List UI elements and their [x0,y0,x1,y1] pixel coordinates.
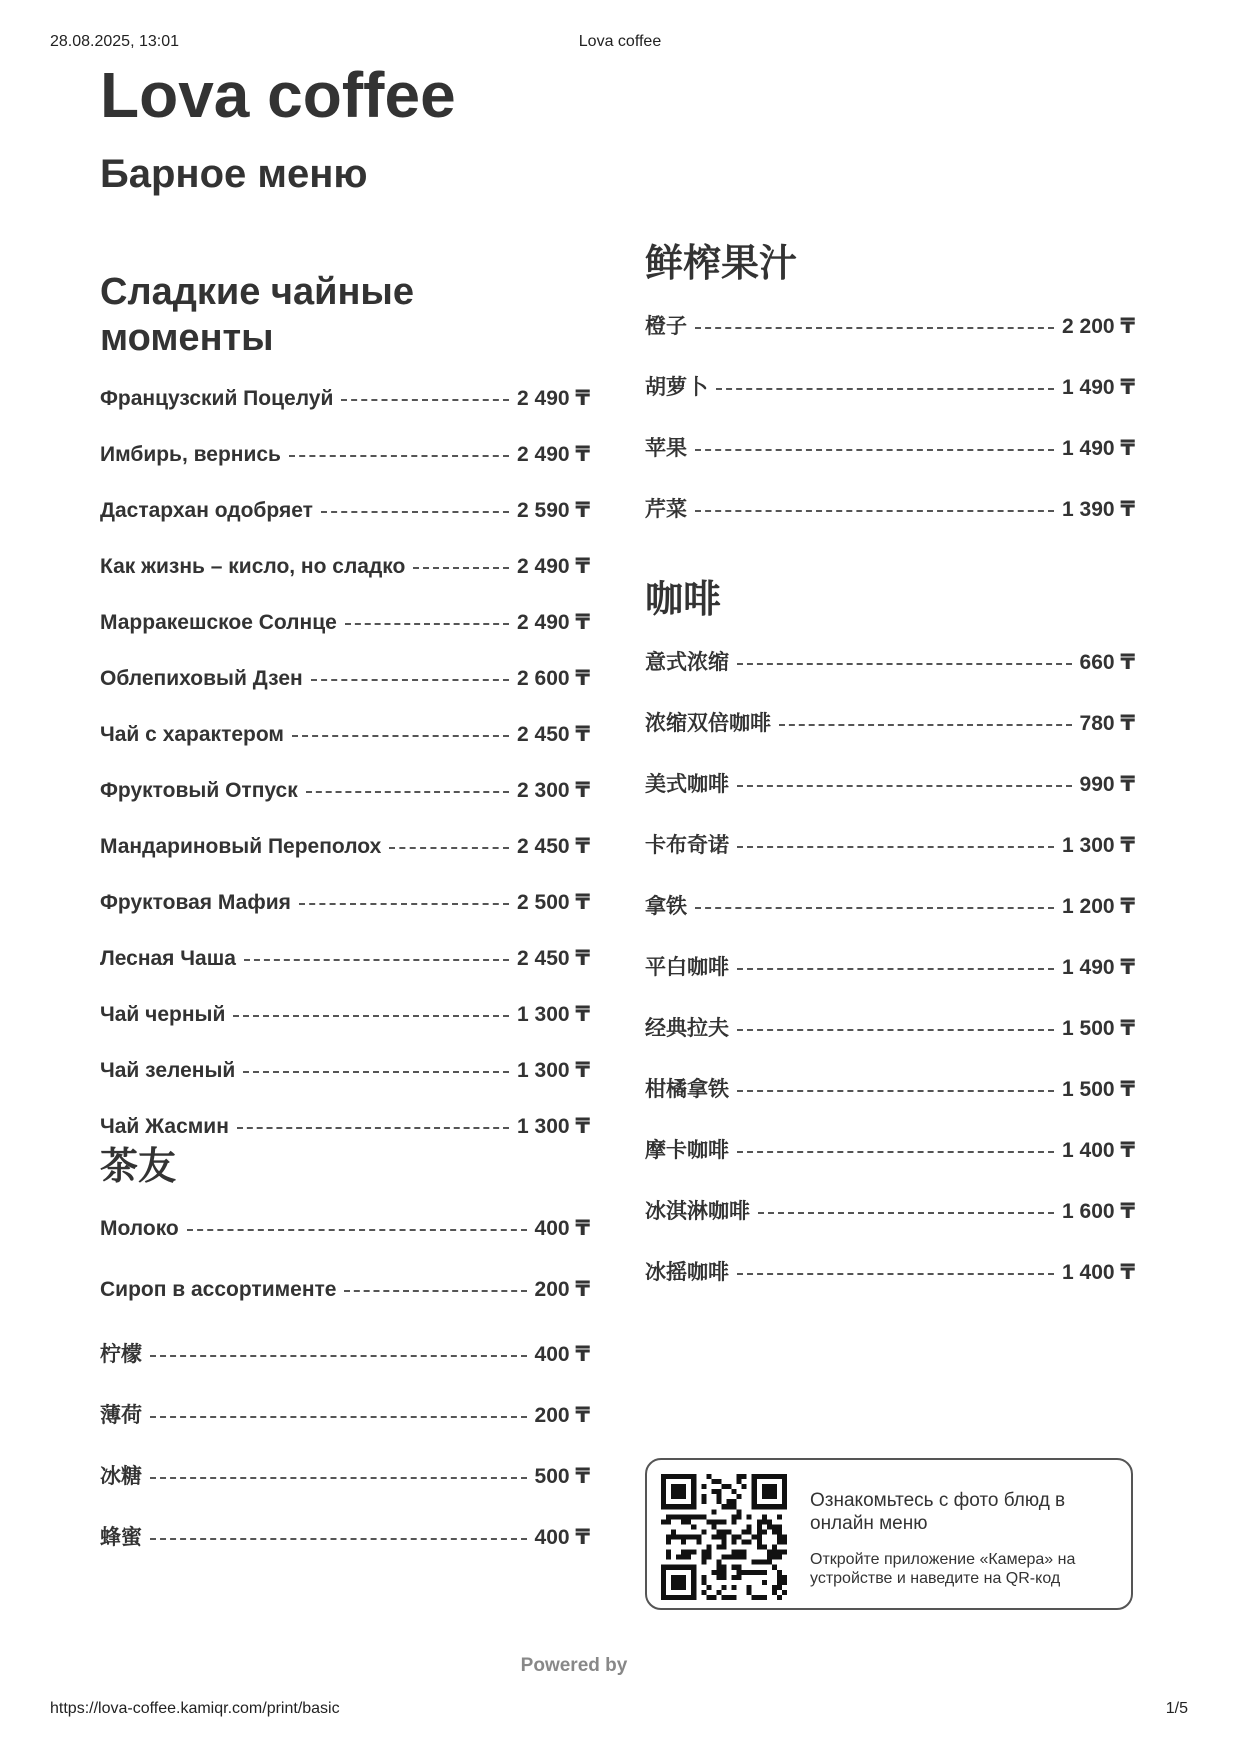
menu-item [100,1521,590,1582]
menu-item-price: 2 490 ₸ [517,387,590,411]
menu-item-name: Сироп в ассортименте [100,1277,337,1301]
menu-item-price: 2 600 ₸ [517,667,590,691]
dotted-leader [695,327,1054,329]
dotted-leader [737,1090,1054,1092]
menu-item [100,1216,590,1277]
dotted-leader [187,1229,527,1231]
menu-item [100,442,590,498]
menu-item-name: 柑橘拿铁 [645,1077,729,1101]
menu-item [645,890,1135,951]
menu-item-name: 拿铁 [645,894,687,918]
menu-item-name: Чай Жасмин [100,1115,229,1139]
dotted-leader [244,959,509,961]
menu-item [645,1256,1135,1317]
menu-item-price: 1 200 ₸ [1062,894,1135,918]
menu-item-name: 平白咖啡 [645,955,729,979]
menu-item-name: Фруктовая Мафия [100,891,291,915]
print-page-title: Lova coffee [578,33,662,50]
menu-item-name: Французский Поцелуй [100,387,334,411]
menu-item-price: 1 490 ₸ [1062,375,1135,399]
menu-item-price: 1 300 ₸ [517,1059,590,1083]
menu-item [100,610,590,666]
menu-item-price: 2 590 ₸ [517,499,590,523]
dotted-leader [150,1538,527,1540]
section-coffee [645,578,1135,1317]
menu-item [645,646,1135,707]
menu-item [645,371,1135,432]
menu-item-name: Мандариновый Переполох [100,835,382,859]
menu-item [645,432,1135,493]
qr-code-icon[interactable] [661,1474,787,1600]
menu-item-price: 2 450 ₸ [517,947,590,971]
dotted-leader [737,846,1054,848]
menu-item-price: 400 ₸ [534,1216,590,1240]
menu-item-name: Как жизнь – кисло, но сладко [100,555,406,579]
dotted-leader [233,1015,509,1017]
menu-item [645,1134,1135,1195]
menu-item [645,1012,1135,1073]
dotted-leader [716,388,1054,390]
menu-item [100,1058,590,1114]
menu-item [645,951,1135,1012]
dotted-leader [311,679,509,681]
menu-item-price: 2 490 ₸ [517,555,590,579]
menu-item-name: 冰糖 [100,1464,142,1488]
dotted-leader [243,1071,509,1073]
dotted-leader [389,847,509,849]
dotted-leader [413,567,509,569]
menu-item [100,890,590,946]
dotted-leader [292,735,509,737]
menu-item-list [100,1216,590,1582]
menu-item [100,666,590,722]
section-addons [100,1145,590,1582]
menu-item-price: 2 490 ₸ [517,611,590,635]
menu-item-price: 1 490 ₸ [1062,955,1135,979]
dotted-leader [344,1290,526,1292]
menu-item-name: 胡萝卜 [645,375,708,399]
menu-item-name: 蜂蜜 [100,1525,142,1549]
dotted-leader [695,510,1054,512]
menu-subtitle: Барное меню [100,152,368,196]
section-title: 鲜榨果汁 [645,243,798,285]
qr-menu-card [645,1458,1133,1610]
menu-item-price: 200 ₸ [534,1403,590,1427]
menu-item [645,1195,1135,1256]
menu-item-price: 400 ₸ [534,1525,590,1549]
menu-item-price: 1 500 ₸ [1062,1016,1135,1040]
menu-item-name: 意式浓缩 [645,650,729,674]
menu-item-list [100,386,590,1170]
menu-item-price: 2 300 ₸ [517,779,590,803]
menu-item [100,834,590,890]
dotted-leader [341,399,509,401]
menu-item [100,1002,590,1058]
menu-item-name: 橙子 [645,314,687,338]
menu-item-price: 1 400 ₸ [1062,1138,1135,1162]
dotted-leader [737,968,1054,970]
menu-item-name: Имбирь, вернись [100,443,281,467]
menu-item-price: 400 ₸ [534,1342,590,1366]
menu-item-price: 1 300 ₸ [517,1115,590,1139]
menu-item-name: Марракешское Солнце [100,611,337,635]
dotted-leader [321,511,509,513]
menu-item-price: 1 600 ₸ [1062,1199,1135,1223]
menu-item-price: 2 490 ₸ [517,443,590,467]
menu-item-price: 780 ₸ [1079,711,1135,735]
menu-item-price: 200 ₸ [534,1277,590,1301]
menu-item-price: 2 450 ₸ [517,835,590,859]
print-page-number: 1/5 [1165,1700,1188,1717]
menu-item [100,386,590,442]
menu-item [645,1073,1135,1134]
menu-item-name: Дастархан одобряет [100,499,313,523]
section-fresh-juice [645,242,1135,554]
menu-item-name: Фруктовый Отпуск [100,779,298,803]
menu-item-name: Молоко [100,1216,179,1240]
menu-item-name: 摩卡咖啡 [645,1138,729,1162]
menu-item-price: 1 400 ₸ [1062,1260,1135,1284]
menu-item [645,707,1135,768]
dotted-leader [299,903,509,905]
menu-item [645,310,1135,371]
menu-item-price: 2 500 ₸ [517,891,590,915]
menu-item [100,1277,590,1338]
dotted-leader [737,663,1072,665]
menu-item-name: Чай с характером [100,723,284,747]
menu-item-name: 柠檬 [100,1342,142,1366]
dotted-leader [779,724,1072,726]
menu-item-list [645,646,1135,1317]
menu-item-price: 1 300 ₸ [517,1003,590,1027]
menu-item-price: 2 450 ₸ [517,723,590,747]
print-url: https://lova-coffee.kamiqr.com/print/basic [50,1700,340,1717]
dotted-leader [737,1273,1054,1275]
dotted-leader [289,455,509,457]
menu-item [100,946,590,1002]
powered-by-label: Powered by [520,1655,628,1676]
menu-item [100,778,590,834]
menu-item-price: 1 390 ₸ [1062,497,1135,521]
menu-item [645,829,1135,890]
menu-item-name: Лесная Чаша [100,947,236,971]
qr-heading: Ознакомьтесь с фото блюд в онлайн меню [810,1490,1066,1534]
dotted-leader [758,1212,1054,1214]
dotted-leader [150,1416,527,1418]
menu-item-price: 1 300 ₸ [1062,833,1135,857]
menu-item-price: 1 490 ₸ [1062,436,1135,460]
section-sweet-tea [100,270,590,1170]
menu-item-name: 芹菜 [645,497,687,521]
dotted-leader [695,449,1054,451]
menu-item-name: 卡布奇诺 [645,833,729,857]
menu-item [100,1460,590,1521]
dotted-leader [306,791,509,793]
menu-item-name: 浓缩双倍咖啡 [645,711,771,735]
menu-item-name: 苹果 [645,436,687,460]
brand-title: Lova coffee [100,59,456,131]
menu-item-name: Чай черный [100,1003,226,1027]
dotted-leader [737,785,1072,787]
menu-item [100,498,590,554]
dotted-leader [345,623,509,625]
menu-item [100,1338,590,1399]
menu-item-price: 1 500 ₸ [1062,1077,1135,1101]
menu-item-price: 660 ₸ [1079,650,1135,674]
menu-item [645,768,1135,829]
menu-item-name: Чай зеленый [100,1059,236,1083]
menu-item-name: 冰淇淋咖啡 [645,1199,750,1223]
menu-item-name: 经典拉夫 [645,1016,729,1040]
section-title: 茶友 [100,1146,177,1188]
menu-item-price: 500 ₸ [534,1464,590,1488]
dotted-leader [695,907,1054,909]
section-title: 咖啡 [645,579,722,621]
dotted-leader [150,1477,527,1479]
menu-item-price: 2 200 ₸ [1062,314,1135,338]
dotted-leader [150,1355,527,1357]
menu-item-list [645,310,1135,554]
section-title: Сладкие чайные моменты [100,271,415,359]
menu-item-name: Облепиховый Дзен [100,667,303,691]
menu-item [100,722,590,778]
print-datetime: 28.08.2025, 13:01 [50,33,180,50]
qr-instructions: Откройте приложение «Камера» на устройстве и наведите на QR-код [810,1551,1076,1588]
menu-item-name: 薄荷 [100,1403,142,1427]
menu-item [100,554,590,610]
menu-item [645,493,1135,554]
menu-item [100,1399,590,1460]
menu-item-price: 990 ₸ [1079,772,1135,796]
dotted-leader [737,1151,1054,1153]
menu-item-name: 美式咖啡 [645,772,729,796]
dotted-leader [737,1029,1054,1031]
menu-item-name: 冰摇咖啡 [645,1260,729,1284]
dotted-leader [237,1127,509,1129]
